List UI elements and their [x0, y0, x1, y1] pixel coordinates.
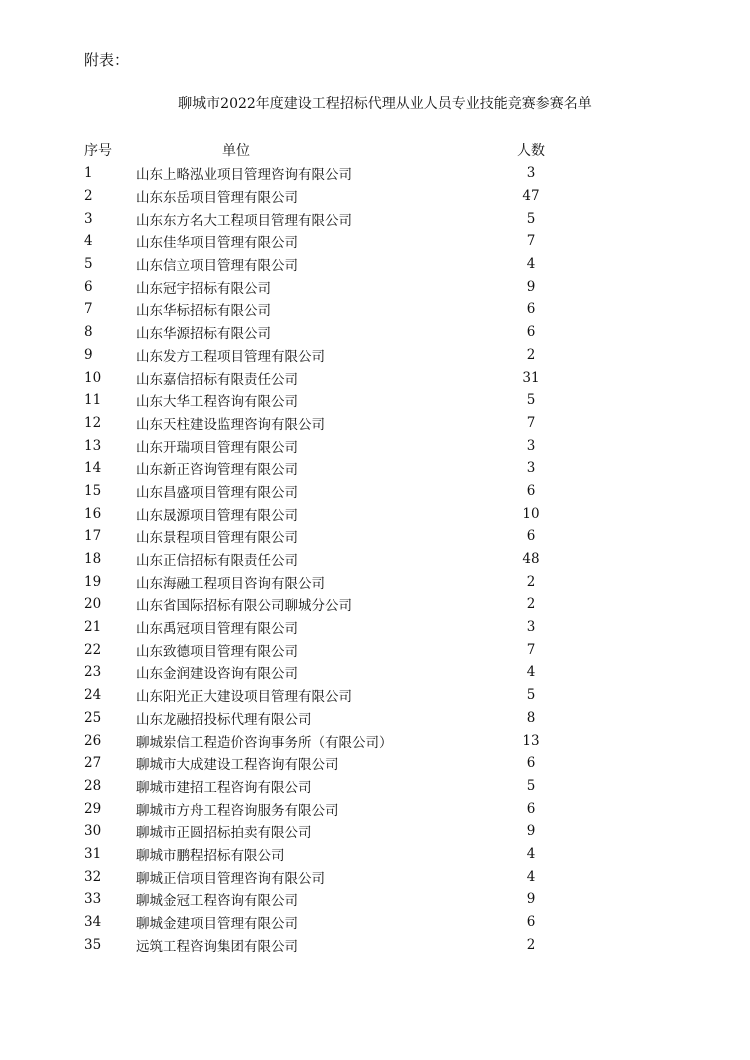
row-count: 4 [526, 256, 536, 273]
table-row [84, 888, 644, 911]
row-count: 4 [526, 868, 536, 885]
row-count: 31 [522, 369, 540, 386]
row-seq: 1 [84, 165, 93, 182]
row-seq: 2 [84, 188, 93, 205]
row-unit: 山东大华工程咨询有限公司 [136, 394, 298, 411]
row-count: 8 [526, 709, 536, 726]
row-unit: 山东华源招标有限公司 [136, 326, 271, 343]
row-count: 7 [526, 641, 536, 658]
table-body [84, 162, 644, 956]
table-row [84, 525, 644, 548]
table-row [84, 661, 644, 684]
row-seq: 5 [84, 256, 93, 273]
row-seq: 9 [84, 346, 93, 363]
row-count: 10 [522, 505, 540, 522]
participant-table [84, 138, 644, 956]
row-count: 6 [526, 800, 536, 817]
row-count: 6 [526, 528, 536, 545]
table-row [84, 344, 644, 367]
table-row [84, 820, 644, 843]
row-unit: 山东晟源项目管理有限公司 [136, 507, 298, 524]
row-seq: 24 [84, 687, 102, 704]
table-row [84, 548, 644, 571]
table-row [84, 911, 644, 934]
row-seq: 15 [84, 482, 102, 499]
table-row [84, 616, 644, 639]
row-seq: 19 [84, 573, 102, 590]
table-row [84, 412, 644, 435]
row-seq: 31 [84, 845, 102, 862]
row-seq: 26 [84, 732, 102, 749]
row-unit: 山东信立项目管理有限公司 [136, 258, 298, 275]
table-row [84, 843, 644, 866]
row-seq: 4 [84, 233, 93, 250]
row-unit: 山东天柱建设监理咨询有限公司 [136, 416, 325, 433]
row-unit: 聊城市正圆招标拍卖有限公司 [136, 825, 312, 842]
row-count: 9 [526, 891, 536, 908]
table-row [84, 207, 644, 230]
row-unit: 山东致德项目管理有限公司 [136, 643, 298, 660]
row-count: 6 [526, 914, 536, 931]
table-row [84, 185, 644, 208]
row-seq: 34 [84, 914, 102, 931]
row-count: 2 [526, 346, 536, 363]
row-count: 2 [526, 936, 536, 953]
row-count: 2 [526, 596, 536, 613]
table-row [84, 162, 644, 185]
row-count: 5 [526, 392, 536, 409]
row-seq: 23 [84, 664, 102, 681]
table-row [84, 638, 644, 661]
row-count: 6 [526, 482, 536, 499]
row-count: 7 [526, 414, 536, 431]
table-row [84, 797, 644, 820]
header-seq: 序号 [84, 143, 112, 159]
row-seq: 11 [84, 392, 102, 409]
row-count: 5 [526, 777, 536, 794]
row-seq: 29 [84, 800, 102, 817]
row-seq: 3 [84, 210, 93, 227]
table-row [84, 298, 644, 321]
row-unit: 山东嘉信招标有限责任公司 [136, 371, 298, 388]
row-seq: 20 [84, 596, 102, 613]
row-unit: 山东阳光正大建设项目管理有限公司 [136, 689, 352, 706]
table-row [84, 775, 644, 798]
row-seq: 12 [84, 414, 102, 431]
table-row [84, 480, 644, 503]
row-unit: 山东冠宇招标有限公司 [136, 280, 271, 297]
table-row [84, 729, 644, 752]
row-unit: 山东金润建设咨询有限公司 [136, 666, 298, 683]
row-count: 4 [526, 664, 536, 681]
row-seq: 6 [84, 278, 93, 295]
row-count: 2 [526, 573, 536, 590]
row-count: 7 [526, 233, 536, 250]
table-header [84, 138, 644, 162]
table-row [84, 865, 644, 888]
row-count: 6 [526, 301, 536, 318]
table-row [84, 570, 644, 593]
row-count: 48 [522, 551, 540, 568]
attachment-label: 附表： [84, 51, 130, 69]
row-unit: 山东海融工程项目咨询有限公司 [136, 575, 325, 592]
row-count: 3 [526, 619, 536, 636]
table-row [84, 502, 644, 525]
row-seq: 17 [84, 528, 102, 545]
row-unit: 聊城正信项目管理咨询有限公司 [136, 870, 325, 887]
row-unit: 山东华标招标有限公司 [136, 303, 271, 320]
table-row [84, 253, 644, 276]
row-seq: 33 [84, 891, 102, 908]
row-seq: 27 [84, 755, 102, 772]
table-row [84, 366, 644, 389]
row-unit: 山东禹冠项目管理有限公司 [136, 621, 298, 638]
table-row [84, 230, 644, 253]
header-unit: 单位 [222, 143, 250, 159]
row-count: 4 [526, 845, 536, 862]
row-seq: 7 [84, 301, 93, 318]
row-unit: 山东上略泓业项目管理咨询有限公司 [136, 167, 352, 184]
row-seq: 32 [84, 868, 102, 885]
row-count: 3 [526, 165, 536, 182]
row-unit: 山东昌盛项目管理有限公司 [136, 484, 298, 501]
row-seq: 22 [84, 641, 102, 658]
row-unit: 聊城岽信工程造价咨询事务所（有限公司） [136, 734, 393, 751]
row-unit: 聊城金建项目管理有限公司 [136, 916, 298, 933]
row-unit: 远筑工程咨询集团有限公司 [136, 938, 298, 955]
row-seq: 21 [84, 619, 102, 636]
table-row [84, 434, 644, 457]
row-count: 6 [526, 755, 536, 772]
row-unit: 聊城金冠工程咨询有限公司 [136, 893, 298, 910]
row-unit: 山东景程项目管理有限公司 [136, 530, 298, 547]
row-count: 3 [526, 437, 536, 454]
row-unit: 聊城市鹏程招标有限公司 [136, 847, 285, 864]
row-count: 6 [526, 324, 536, 341]
table-row [84, 389, 644, 412]
row-seq: 18 [84, 551, 102, 568]
row-unit: 山东开瑞项目管理有限公司 [136, 439, 298, 456]
table-row [84, 684, 644, 707]
row-unit: 聊城市方舟工程咨询服务有限公司 [136, 802, 339, 819]
table-row [84, 321, 644, 344]
row-unit: 山东东方名大工程项目管理有限公司 [136, 212, 352, 229]
table-row [84, 933, 644, 956]
row-seq: 14 [84, 460, 102, 477]
table-row [84, 457, 644, 480]
row-unit: 山东新正咨询管理有限公司 [136, 462, 298, 479]
row-seq: 16 [84, 505, 102, 522]
row-count: 9 [526, 278, 536, 295]
document-title: 聊城市2022年度建设工程招标代理从业人员专业技能竞赛参赛名单 [178, 96, 592, 112]
row-seq: 13 [84, 437, 102, 454]
row-seq: 30 [84, 823, 102, 840]
row-count: 5 [526, 210, 536, 227]
row-seq: 35 [84, 936, 102, 953]
row-unit: 山东省国际招标有限公司聊城分公司 [136, 598, 352, 615]
row-seq: 8 [84, 324, 93, 341]
row-seq: 25 [84, 709, 102, 726]
row-seq: 28 [84, 777, 102, 794]
row-count: 47 [522, 188, 540, 205]
row-count: 3 [526, 460, 536, 477]
row-unit: 山东发方工程项目管理有限公司 [136, 348, 325, 365]
row-unit: 聊城市大成建设工程咨询有限公司 [136, 757, 339, 774]
table-row [84, 707, 644, 730]
table-row [84, 275, 644, 298]
row-unit: 山东东岳项目管理有限公司 [136, 190, 298, 207]
row-count: 5 [526, 687, 536, 704]
table-row [84, 752, 644, 775]
row-unit: 山东龙融招投标代理有限公司 [136, 711, 312, 728]
table-row [84, 593, 644, 616]
row-unit: 山东正信招标有限责任公司 [136, 553, 298, 570]
row-unit: 山东佳华项目管理有限公司 [136, 235, 298, 252]
row-seq: 10 [84, 369, 102, 386]
row-count: 13 [522, 732, 540, 749]
row-count: 9 [526, 823, 536, 840]
row-unit: 聊城市建招工程咨询有限公司 [136, 779, 312, 796]
header-count: 人数 [517, 143, 545, 159]
